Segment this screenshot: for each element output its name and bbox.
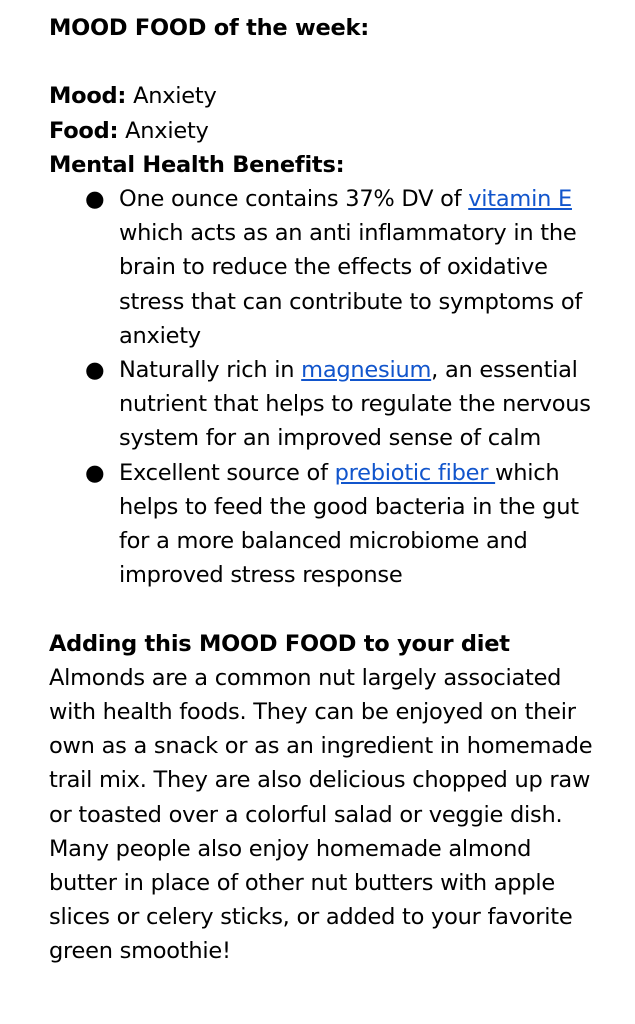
food-value: Anxiety bbox=[125, 117, 209, 144]
benefit-text-before: Excellent source of bbox=[119, 459, 335, 486]
benefit-text-before: One ounce contains 37% DV of bbox=[119, 186, 469, 212]
benefit-text-after: , an essential nutrient that helps to regulate the nervous system for an improved sense of calm bbox=[119, 357, 591, 452]
benefits-heading: Mental Health Benefits: bbox=[49, 151, 345, 178]
blank-line bbox=[49, 592, 605, 626]
benefit-text-after: which acts as an anti inflammatory in the brain to reduce the effects of oxidative stress that can contribute to symptoms of anxiety bbox=[119, 220, 583, 349]
bullet-icon: ● bbox=[85, 357, 105, 384]
magnesium-link[interactable]: magnesium bbox=[301, 357, 432, 384]
benefit-item-prebiotic-fiber bbox=[85, 456, 605, 593]
benefit-item-vitamin-e bbox=[85, 182, 605, 353]
mood-value: Anxiety bbox=[133, 83, 217, 110]
blank-line bbox=[49, 45, 605, 79]
bullet-icon: ● bbox=[85, 459, 105, 486]
benefit-text-before: Naturally rich in bbox=[119, 357, 302, 384]
vitamin-e-link[interactable]: vitamin E bbox=[468, 186, 572, 212]
mood-label: Mood: bbox=[49, 83, 127, 110]
page-title: MOOD FOOD of the week: bbox=[49, 15, 370, 41]
food-line bbox=[49, 114, 605, 148]
mood-line bbox=[49, 79, 605, 113]
benefit-item-magnesium bbox=[85, 353, 605, 456]
diet-heading: Adding this MOOD FOOD to your diet bbox=[49, 630, 510, 657]
benefits-list bbox=[49, 182, 605, 592]
diet-paragraph: Almonds are a common nut largely associated with health foods. They can be enjoyed on their own as a snack or as an ingredient in homemade trail mix. They are also delicious chopped up raw or toasted over a colorful salad or veggie dish. Many people also enjoy homemade almond butter in place of other nut butters with apple slices or celery sticks, or added to your favorite green smoothie! bbox=[49, 664, 593, 965]
food-label: Food: bbox=[49, 117, 119, 144]
prebiotic-fiber-link[interactable]: prebiotic fiber bbox=[334, 459, 496, 486]
bullet-icon: ● bbox=[85, 186, 105, 212]
benefit-text-after: which helps to feed the good bacteria in the gut for a more balanced microbiome and improved stress response bbox=[119, 459, 579, 589]
